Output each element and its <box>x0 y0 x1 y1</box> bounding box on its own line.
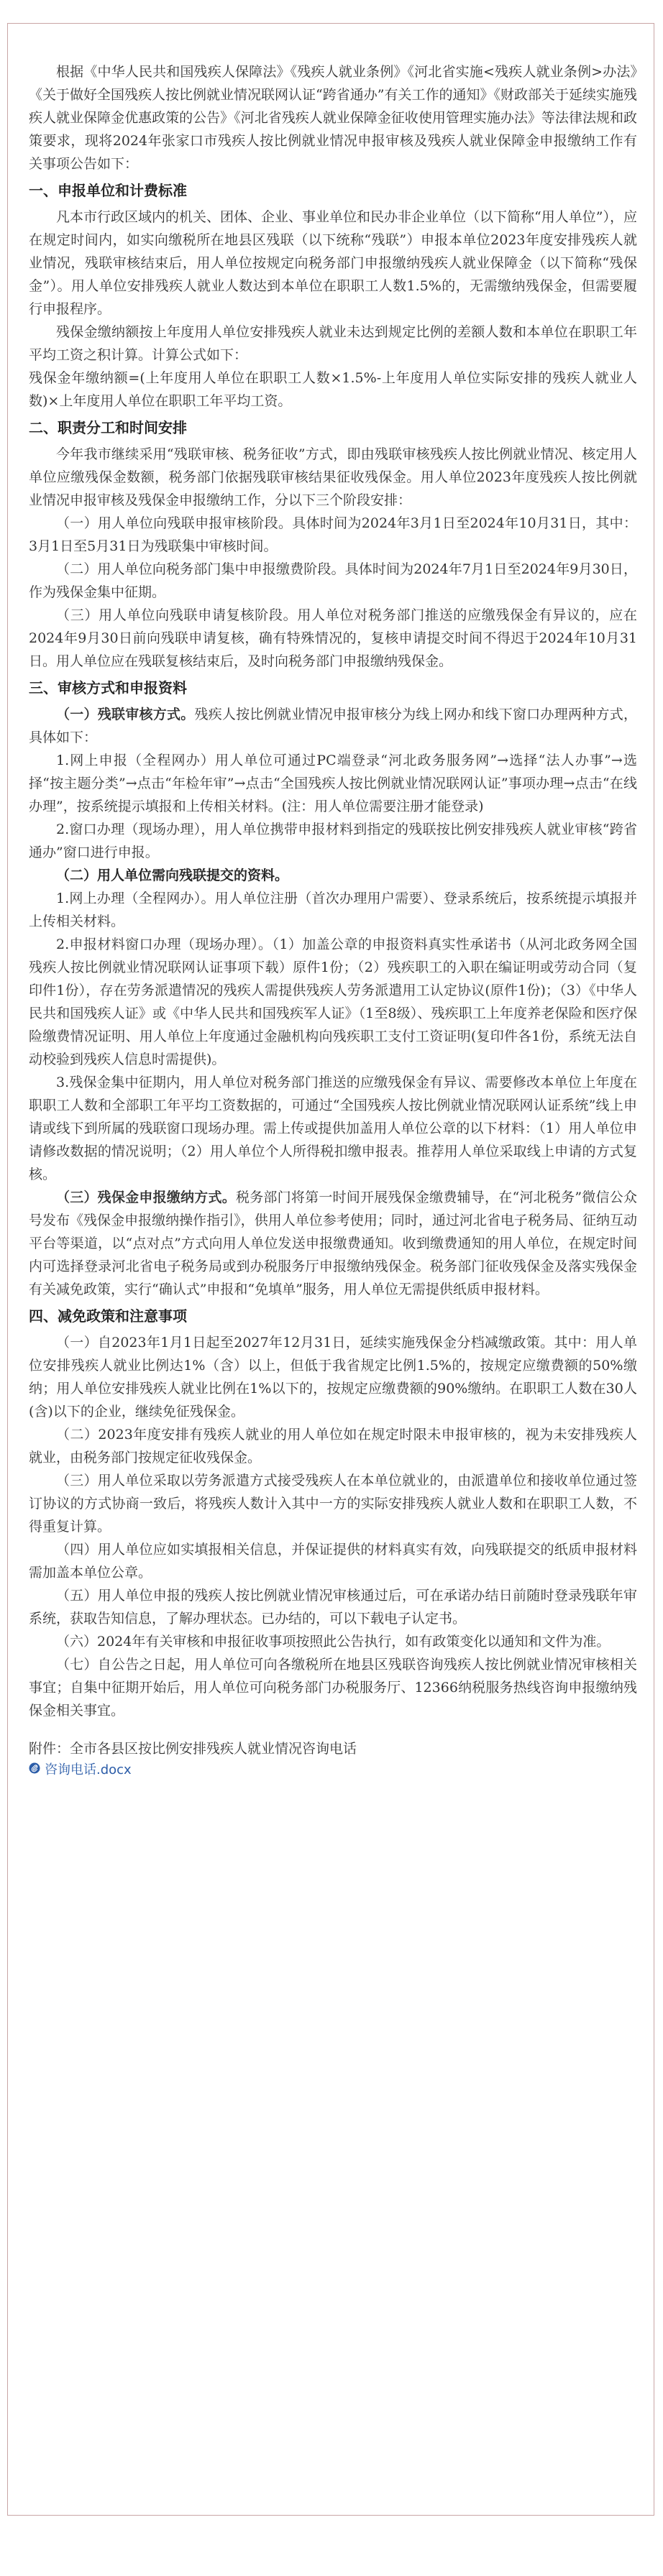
attachment-download-link[interactable] <box>29 1760 637 1781</box>
section-3-paragraph: 2.申报材料窗口办理（现场办理）。（1）加盖公章的申报资料真实性承诺书（从河北政务网全国残疾人按比例就业情况联网认证事项下载）原件1份；（2）残疾职工的入职在编证明或劳动合同（复印件1份），存在劳务派遣情况的残疾人需提供残疾人劳务派遣用工认定协议(原件1份)；（3）《中华人民共和国残疾人证》或《中华人民共和国残疾军人证》（1至8级）、残疾职工上年度养老保险和医疗保险缴费情况证明、用人单位上年度通过金融机构向残疾职工支付工资证明(复印件各1份，系统无法自动校验到残疾人信息时需提供)。 <box>29 937 637 1067</box>
attachment-label: 附件：全市各县区按比例安排残疾人就业情况咨询电话 <box>29 1741 357 1757</box>
section-1-formula: 残保金年缴纳额=(上年度用人单位在职职工人数×1.5%-上年度用人单位实际安排的残疾人就业人数)×上年度用人单位在职职工年平均工资。 <box>29 370 637 409</box>
section-1-paragraph: 凡本市行政区域内的机关、团体、企业、事业单位和民办非企业单位（以下简称“用人单位”），应在规定时间内，如实向缴税所在地县区残联（以下统称“残联”）申报本单位2023年度安排残疾人就业情况，残联审核结束后，用人单位按规定向税务部门申报缴纳残疾人就业保障金（以下简称“残保金”）。用人单位安排残疾人就业人数达到本单位在职职工人数1.5%的，无需缴纳残保金，但需要履行申报程序。 <box>29 209 637 317</box>
section-2-paragraph: （二）用人单位向税务部门集中申报缴费阶段。具体时间为2024年7月1日至2024年9月30日，作为残保金集中征期。 <box>29 561 637 600</box>
section-3-heading: 三、审核方式和申报资料 <box>29 679 187 696</box>
section-1-paragraph: 残保金缴纳额按上年度用人单位安排残疾人就业未达到规定比例的差额人数和本单位在职职工年平均工资之积计算。计算公式如下： <box>29 324 637 363</box>
paperclip-icon <box>29 1760 40 1781</box>
section-3-sub3-text: 税务部门将第一时间开展残保金缴费辅导，在“河北税务”微信公众号发布《残保金申报缴纳操作指引》，供用人单位参考使用；同时，通过河北省电子税务局、征纳互动平台等渠道，以“点对点”方式向用人单位发送申报缴费通知。收到缴费通知的用人单位，在规定时间内可选择登录河北省电子税务局或到办税服务厅申报缴纳残保金。税务部门征收残保金及落实残保金有关减免政策，实行“确认式”申报和“免填单”服务，用人单位无需提供纸质申报材料。 <box>29 1190 637 1297</box>
section-2-paragraph: 今年我市继续采用“残联审核、税务征收”方式，即由残联审核残疾人按比例就业情况、核定用人单位应缴残保金数额，税务部门依据残联审核结果征收残保金。用人单位2023年度残疾人按比例就业情况申报审核及残保金申报缴纳工作，分以下三个阶段安排： <box>29 446 637 508</box>
section-4-paragraph: （四）用人单位应如实填报相关信息，并保证提供的材料真实有效，向残联提交的纸质申报材料需加盖本单位公章。 <box>29 1542 637 1581</box>
section-4-paragraph: （五）用人单位申报的残疾人按比例就业情况审核通过后，可在承诺办结日前随时登录残联年审系统，获取告知信息，了解办理状态。已办结的，可以下载电子认定书。 <box>29 1588 637 1627</box>
section-4-paragraph: （六）2024年有关审核和申报征收事项按照此公告执行，如有政策变化以通知和文件为准。 <box>56 1634 611 1650</box>
section-4-heading: 四、减免政策和注意事项 <box>29 1307 187 1325</box>
section-3-sub1-text: 残疾人按比例就业情况申报审核分为线上网办和线下窗口办理两种方式，具体如下： <box>29 707 637 745</box>
section-3-paragraph: 3.残保金集中征期内，用人单位对税务部门推送的应缴残保金有异议、需要修改本单位上年度在职职工人数和全部职工年平均工资数据的，可通过“全国残疾人按比例就业情况联网认证系统”线上申请或线下到所属的残联窗口现场办理。需上传或提供加盖用人单位公章的以下材料：（1）用人单位申请修改数据的情况说明；（2）用人单位个人所得税扣缴申报表。推荐用人单位采取线上申请的方式复核。 <box>29 1075 637 1182</box>
section-2-paragraph: （三）用人单位向残联申请复核阶段。用人单位对税务部门推送的应缴残保金有异议的，应在2024年9月30日前向残联申请复核，确有特殊情况的，复核申请提交时间不得迟于2024年10月31日。用人单位应在残联复核结束后，及时向税务部门申报缴纳残保金。 <box>29 607 637 669</box>
section-4-paragraph: （一）自2023年1月1日起至2027年12月31日，延续实施残保金分档减缴政策。其中：用人单位安排残疾人就业比例达1%（含）以上，但低于我省规定比例1.5%的，按规定应缴费额的50%缴纳；用人单位安排残疾人就业比例在1%以下的，按规定应缴费额的90%缴纳。在职职工人数在30人(含)以下的企业，继续免征残保金。 <box>29 1335 637 1420</box>
section-2-paragraph: （一）用人单位向残联申报审核阶段。具体时间为2024年3月1日至2024年10月31日，其中：3月1日至5月31日为残联集中审核时间。 <box>29 515 637 554</box>
attachment-file-name[interactable]: 咨询电话.docx <box>45 1762 132 1777</box>
section-4-paragraph: （三）用人单位采取以劳务派遣方式接受残疾人在本单位就业的，由派遣单位和接收单位通过签订协议的方式协商一致后，将残疾人数计入其中一方的实际安排残疾人就业人数和在职职工人数，不得重复计算。 <box>29 1473 637 1535</box>
section-3-sub1-heading: （一）残联审核方式。 <box>56 707 195 722</box>
section-3-paragraph: 1.网上办理（全程网办）。用人单位注册（首次办理用户需要）、登录系统后，按系统提示填报并上传相关材料。 <box>29 891 637 929</box>
section-3-sub2-heading: （二）用人单位需向残联提交的资料。 <box>56 868 289 883</box>
section-3-paragraph: 2.窗口办理（现场办理），用人单位携带申报材料到指定的残联按比例安排残疾人就业审核“跨省通办”窗口进行申报。 <box>29 822 637 860</box>
section-3-paragraph <box>29 1186 637 1301</box>
announcement-body <box>29 60 637 1781</box>
section-4-paragraph: （七）自公告之日起，用人单位可向各缴税所在地县区残联咨询残疾人按比例就业情况审核相关事宜；自集中征期开始后，用人单位可向税务部门办税服务厅、12366纳税服务热线咨询申报缴纳残保金相关事宜。 <box>29 1657 637 1719</box>
section-1-heading: 一、申报单位和计费标准 <box>29 182 187 199</box>
section-3-paragraph <box>29 703 637 749</box>
section-3-sub3-heading: （三）残保金申报缴纳方式。 <box>56 1190 236 1205</box>
intro-paragraph: 根据《中华人民共和国残疾人保障法》《残疾人就业条例》《河北省实施<残疾人就业条例>办法》《关于做好全国残疾人按比例就业情况联网认证“跨省通办”有关工作的通知》《财政部关于延续实施残疾人就业保障金优惠政策的公告》《河北省残疾人就业保障金征收使用管理实施办法》等法律法规和政策要求，现将2024年张家口市残疾人按比例就业情况申报审核及残疾人就业保障金申报缴纳工作有关事项公告如下： <box>29 64 637 172</box>
section-4-paragraph: （二）2023年度安排有残疾人就业的用人单位如在规定时限未申报审核的，视为未安排残疾人就业，由税务部门按规定征收残保金。 <box>29 1427 637 1466</box>
section-2-heading: 二、职责分工和时间安排 <box>29 419 187 436</box>
section-3-paragraph: 1.网上申报（全程网办）用人单位可通过PC端登录“河北政务服务网”→选择“法人办事”→选择“按主题分类”→点击“年检年审”→点击“全国残疾人按比例就业情况联网认证”事项办理→点击“在线办理”，按系统提示填报和上传相关材料。(注：用人单位需要注册才能登录) <box>29 753 637 814</box>
